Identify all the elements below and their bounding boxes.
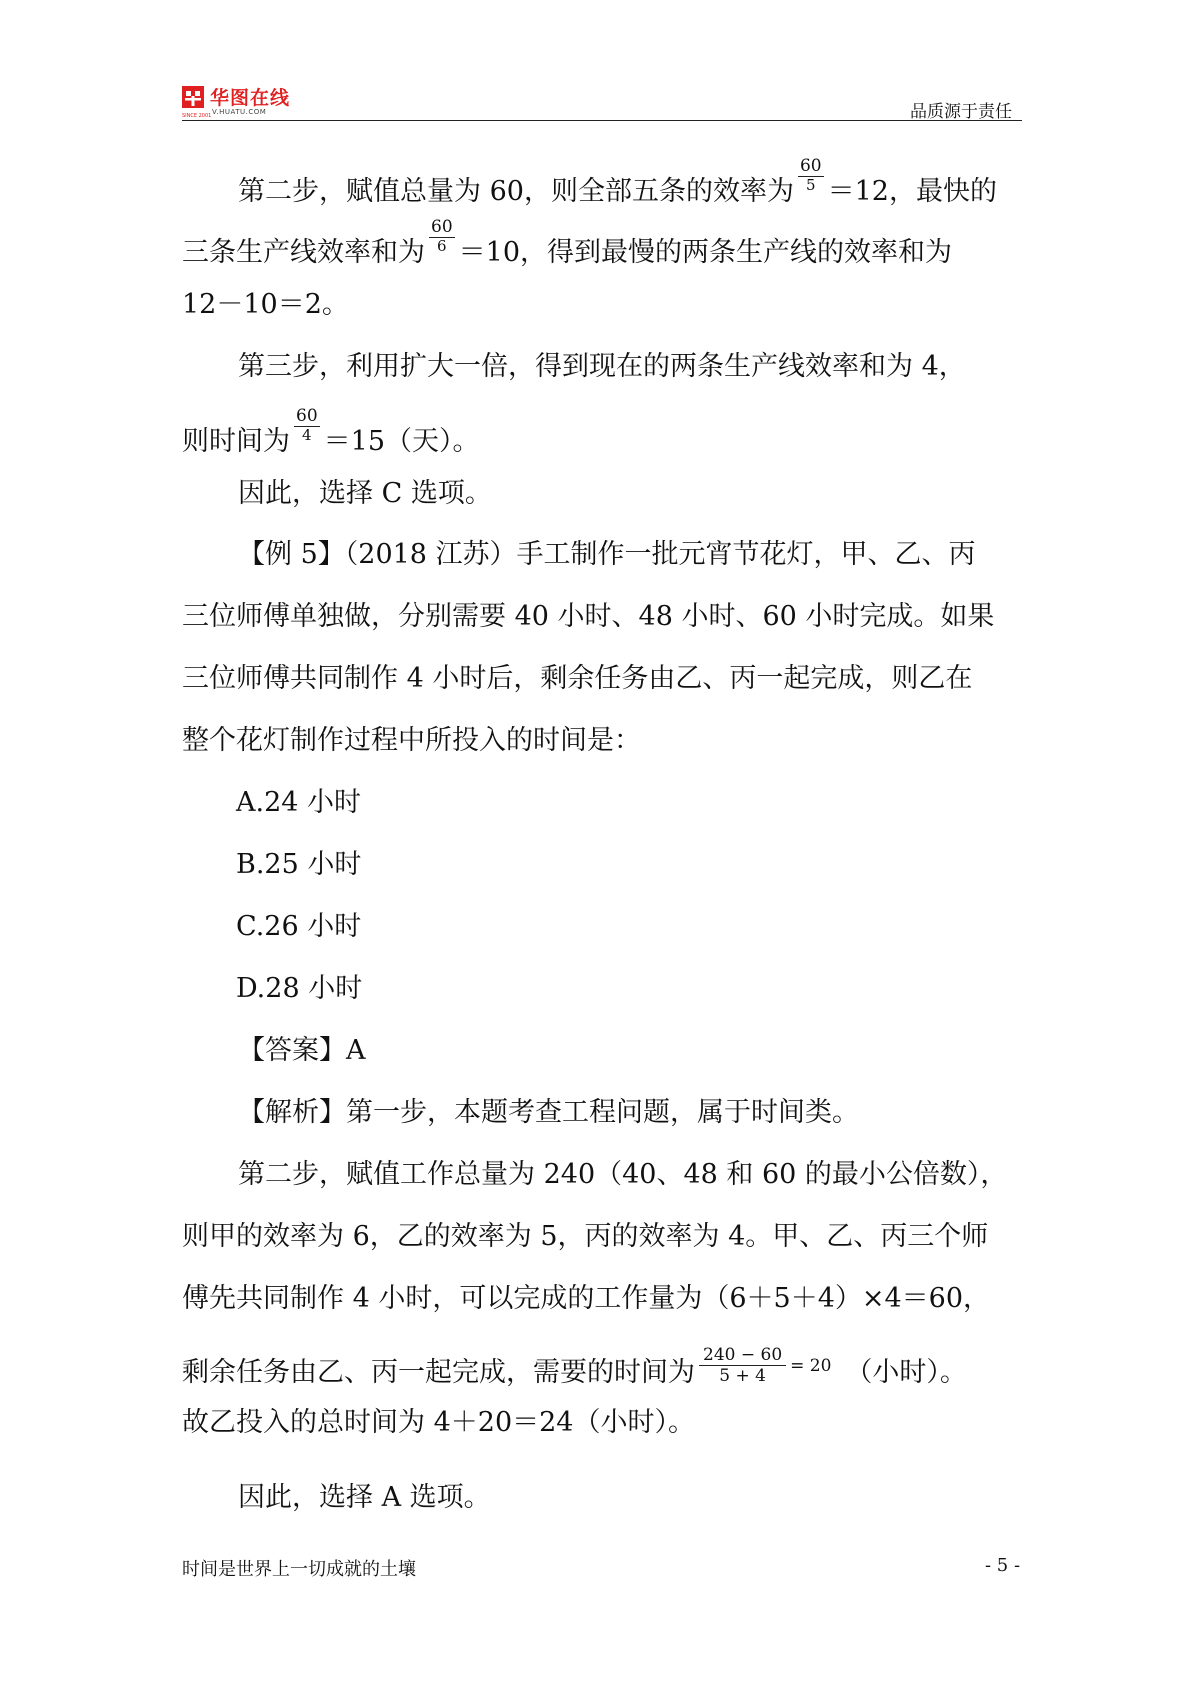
fraction-numerator: 60 xyxy=(296,406,318,426)
text-segment: ＝10，得到最慢的两条生产线的效率和为 xyxy=(458,237,952,268)
fraction-numerator: 60 xyxy=(431,217,453,237)
text-segment: ＝15（天）。 xyxy=(323,426,480,457)
fraction-denominator: 5 xyxy=(798,176,824,193)
fraction-numerator: 240 − 60 xyxy=(703,1345,783,1365)
paragraph-step2-line3: 12－10＝2。 xyxy=(182,289,349,320)
paragraph-step3-line1: 第三步，利用扩大一倍，得到现在的两条生产线效率和为 4， xyxy=(238,351,966,382)
fraction-numerator: 60 xyxy=(799,156,822,176)
paragraph-conclusion-c: 因此，选择 C 选项。 xyxy=(238,478,492,509)
fraction-denominator: 5 + 4 xyxy=(699,1365,786,1386)
logo-url: V.HUATU.COM xyxy=(212,108,267,116)
text-segment: 三条生产线效率和为 xyxy=(182,237,425,268)
text-segment: 则时间为 xyxy=(182,426,290,457)
analysis-line6: 故乙投入的总时间为 4＋20＝24（小时）。 xyxy=(182,1407,695,1438)
page-number: - 5 - xyxy=(985,1555,1021,1576)
option-b: B.25 小时 xyxy=(236,849,362,880)
text-segment: 剩余任务由乙、丙一起完成，需要的时间为 xyxy=(182,1357,695,1388)
paragraph-step3-line2 xyxy=(182,406,480,461)
paragraph-conclusion-a: 因此，选择 A 选项。 xyxy=(238,1482,491,1513)
paragraph-step2-line2 xyxy=(182,217,952,272)
fraction-60-over-5 xyxy=(798,156,824,193)
logo-name: 华图在线 xyxy=(210,87,291,109)
option-a: A.24 小时 xyxy=(236,787,362,818)
fraction-result: = 20 xyxy=(790,1356,832,1376)
text-segment: （小时）。 xyxy=(845,1357,967,1388)
answer-line: 【答案】A xyxy=(238,1035,366,1066)
option-d: D.28 小时 xyxy=(236,973,363,1004)
analysis-line1: 【解析】第一步，本题考查工程问题，属于时间类。 xyxy=(238,1097,859,1128)
question-line4: 整个花灯制作过程中所投入的时间是： xyxy=(182,725,641,756)
analysis-line5 xyxy=(182,1345,967,1394)
fraction-denominator: 6 xyxy=(429,237,455,254)
header-slogan: 品质源于责任 xyxy=(910,102,1012,122)
fraction-60-over-4 xyxy=(294,406,320,443)
footer-motto: 时间是世界上一切成就的土壤 xyxy=(182,1559,416,1580)
fraction-60-over-6 xyxy=(429,217,455,254)
analysis-line3: 则甲的效率为 6，乙的效率为 5，丙的效率为 4。甲、乙、丙三个师 xyxy=(182,1221,989,1252)
text-segment: 第二步，赋值总量为 60，则全部五条的效率为 xyxy=(238,176,794,207)
question-line1: 【例 5】（2018 江苏）手工制作一批元宵节花灯，甲、乙、丙 xyxy=(238,539,976,570)
fraction-denominator: 4 xyxy=(294,426,320,443)
huatu-logo-icon xyxy=(182,86,204,112)
analysis-line2: 第二步，赋值工作总量为 240（40、48 和 60 的最小公倍数）， xyxy=(238,1159,1008,1190)
option-c: C.26 小时 xyxy=(236,911,362,942)
analysis-line4: 傅先共同制作 4 小时，可以完成的工作量为（6＋5＋4）×4＝60， xyxy=(182,1283,991,1314)
question-line3: 三位师傅共同制作 4 小时后，剩余任务由乙、丙一起完成，则乙在 xyxy=(182,663,973,694)
fraction-240-minus-60-over-5-plus-4 xyxy=(699,1345,786,1386)
logo-since: SINCE 2001 xyxy=(182,113,212,119)
page-header xyxy=(182,80,1022,121)
paragraph-step2-line1 xyxy=(238,156,997,211)
question-line2: 三位师傅单独做，分别需要 40 小时、48 小时、60 小时完成。如果 xyxy=(182,601,995,632)
text-segment: ＝12，最快的 xyxy=(827,176,997,207)
